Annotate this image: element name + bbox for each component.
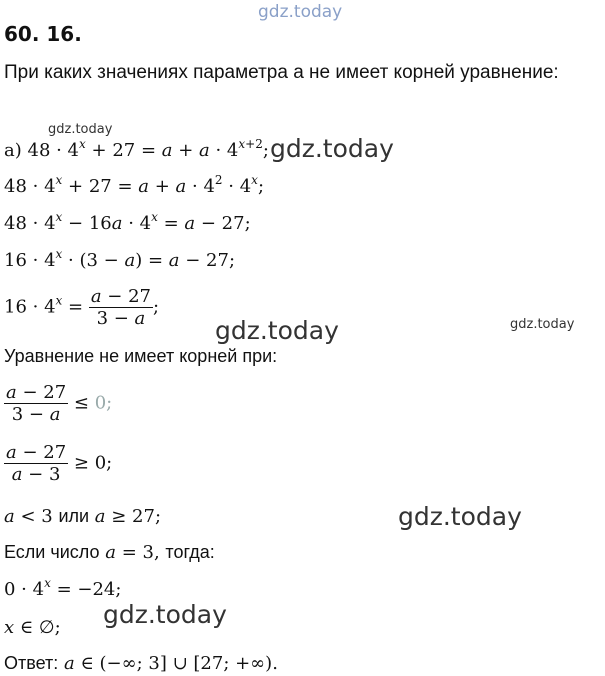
watermark-small-left: gdz.today xyxy=(48,122,113,137)
step-3: $48 \cdot 4^x - 16a \cdot 4^x = a - 27$; xyxy=(4,210,251,234)
watermark-step1: gdz.today xyxy=(270,134,394,163)
problem-statement: При каких значениях параметра a не имеет корней уравнение: xyxy=(4,62,559,83)
case-result: x ∈ ∅; xyxy=(4,617,61,638)
watermark-bottom: gdz.today xyxy=(103,600,227,629)
watermark-small-right: gdz.today xyxy=(510,317,575,332)
inequality-1: $\frac{a - 27}{3 - a}$ ≤ 0; xyxy=(6,382,113,425)
case-equation: $0 \cdot 4^x = -24$; xyxy=(4,576,122,600)
answer: Ответ: a ∈ (−∞; 3] ∪ [27; +∞). xyxy=(4,653,278,674)
watermark-right: gdz.today xyxy=(398,502,522,531)
no-roots-text: Уравнение не имеет корней при: xyxy=(4,346,278,366)
step-1: а) $48 \cdot 4^x + 27 = a + a \cdot 4^{x+2}$; xyxy=(4,137,269,161)
inequality-2: $\frac{a - 27}{a - 3}$ ≥ 0; xyxy=(6,442,113,485)
problem-number: 60. 16. xyxy=(4,22,82,46)
case-text: Если число a = 3, тогда: xyxy=(4,542,215,563)
step-5-fraction: $\frac{a - 27}{3 - a}$ xyxy=(90,286,152,329)
watermark-mid: gdz.today xyxy=(215,316,339,345)
step-5: $16 \cdot 4^x$ = $\frac{a - 27}{3 - a}$ ; xyxy=(4,286,160,329)
part-label: а) xyxy=(4,140,22,161)
watermark-top: gdz.today xyxy=(258,2,343,22)
solution: a < 3 или a ≥ 27; xyxy=(4,506,162,527)
step-2: $48 \cdot 4^x + 27 = a + a \cdot 4^2 \cdot 4^x$; xyxy=(4,173,265,197)
step-4: $16 \cdot 4^x \cdot (3 - a) = a - 27$; xyxy=(4,247,236,271)
